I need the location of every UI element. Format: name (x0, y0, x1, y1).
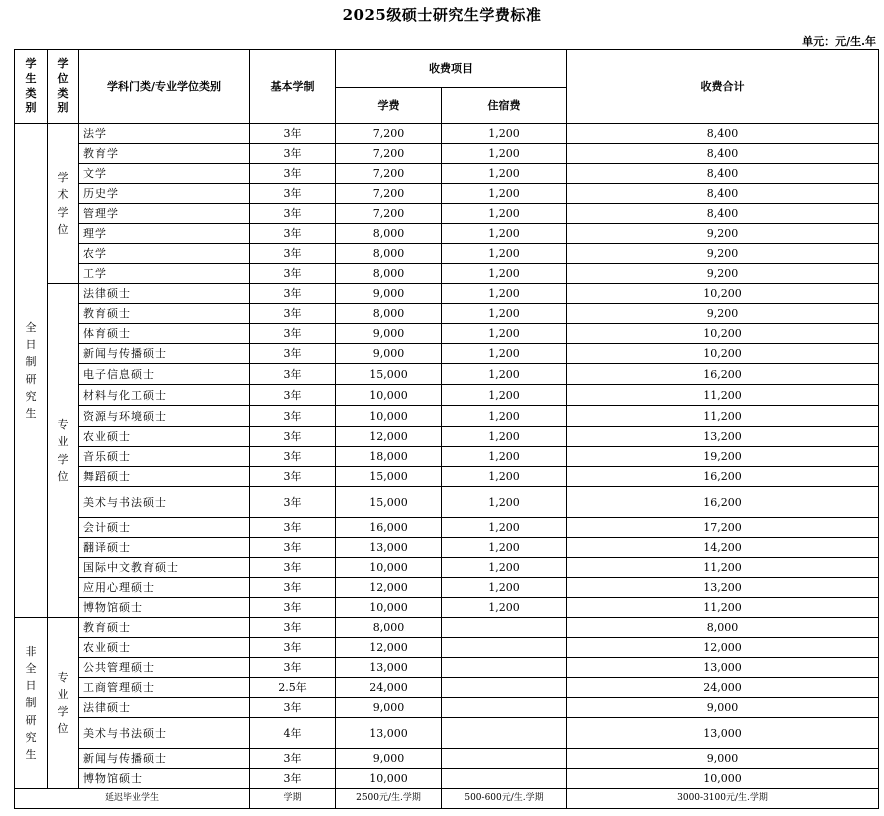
total-cell: 8,400 (567, 124, 879, 144)
footer-label: 延迟毕业学生 (15, 789, 250, 809)
total-cell: 8,400 (567, 204, 879, 224)
subject-cell: 电子信息硕士 (79, 364, 250, 385)
subject-cell: 教育学 (79, 144, 250, 164)
subject-cell: 美术与书法硕士 (79, 718, 250, 749)
tuition-cell: 7,200 (336, 124, 442, 144)
duration-cell: 3年 (250, 164, 336, 184)
total-cell: 17,200 (567, 518, 879, 538)
duration-cell: 3年 (250, 578, 336, 598)
group-part-time: 非全日制研究生 (15, 618, 48, 789)
duration-cell: 3年 (250, 184, 336, 204)
total-cell: 19,200 (567, 447, 879, 467)
subject-cell: 美术与书法硕士 (79, 487, 250, 518)
tuition-cell: 7,200 (336, 144, 442, 164)
header-fee-items: 收费项目 (336, 50, 567, 88)
accommodation-cell (442, 718, 567, 749)
total-cell: 11,200 (567, 385, 879, 406)
table-row (15, 558, 879, 578)
table-row (15, 718, 879, 749)
subject-cell: 翻译硕士 (79, 538, 250, 558)
table-row (15, 638, 879, 658)
accommodation-cell: 1,200 (442, 558, 567, 578)
footer-row (15, 789, 879, 809)
accommodation-cell (442, 638, 567, 658)
header-accommodation: 住宿费 (442, 88, 567, 124)
table-row (15, 184, 879, 204)
total-cell: 8,400 (567, 164, 879, 184)
table-row (15, 518, 879, 538)
duration-cell: 3年 (250, 244, 336, 264)
tuition-cell: 24,000 (336, 678, 442, 698)
header-subject: 学科门类/专业学位类别 (79, 50, 250, 124)
accommodation-cell: 1,200 (442, 224, 567, 244)
subject-cell: 会计硕士 (79, 518, 250, 538)
duration-cell: 3年 (250, 598, 336, 618)
total-cell: 8,400 (567, 184, 879, 204)
tuition-cell: 8,000 (336, 224, 442, 244)
table-row (15, 304, 879, 324)
duration-cell: 4年 (250, 718, 336, 749)
tuition-cell: 9,000 (336, 324, 442, 344)
duration-cell: 3年 (250, 427, 336, 447)
subject-cell: 应用心理硕士 (79, 578, 250, 598)
tuition-cell: 8,000 (336, 618, 442, 638)
accommodation-cell: 1,200 (442, 264, 567, 284)
tuition-cell: 10,000 (336, 385, 442, 406)
tuition-cell: 7,200 (336, 184, 442, 204)
subject-cell: 博物馆硕士 (79, 769, 250, 789)
group-professional: 专业学位 (48, 284, 79, 618)
tuition-cell: 12,000 (336, 427, 442, 447)
accommodation-cell: 1,200 (442, 144, 567, 164)
duration-cell: 3年 (250, 618, 336, 638)
total-cell: 14,200 (567, 538, 879, 558)
fee-table (14, 49, 879, 809)
table-row (15, 164, 879, 184)
accommodation-cell: 1,200 (442, 427, 567, 447)
table-row (15, 598, 879, 618)
table-row (15, 124, 879, 144)
subject-cell: 体育硕士 (79, 324, 250, 344)
total-cell: 16,200 (567, 364, 879, 385)
table-row (15, 678, 879, 698)
total-cell: 10,200 (567, 344, 879, 364)
total-cell: 11,200 (567, 406, 879, 427)
tuition-cell: 10,000 (336, 769, 442, 789)
duration-cell: 3年 (250, 467, 336, 487)
tuition-cell: 13,000 (336, 658, 442, 678)
group-full-time: 全日制研究生 (15, 124, 48, 618)
duration-cell: 3年 (250, 538, 336, 558)
accommodation-cell: 1,200 (442, 124, 567, 144)
tuition-cell: 9,000 (336, 284, 442, 304)
accommodation-cell (442, 678, 567, 698)
header-row (15, 50, 879, 88)
footer-duration: 学期 (250, 789, 336, 809)
subject-cell: 工商管理硕士 (79, 678, 250, 698)
tuition-cell: 9,000 (336, 698, 442, 718)
table-row (15, 769, 879, 789)
subject-cell: 法学 (79, 124, 250, 144)
total-cell: 13,000 (567, 718, 879, 749)
subject-cell: 博物馆硕士 (79, 598, 250, 618)
duration-cell: 3年 (250, 324, 336, 344)
accommodation-cell: 1,200 (442, 284, 567, 304)
duration-cell: 3年 (250, 698, 336, 718)
accommodation-cell: 1,200 (442, 578, 567, 598)
accommodation-cell: 1,200 (442, 487, 567, 518)
accommodation-cell: 1,200 (442, 304, 567, 324)
total-cell: 16,200 (567, 487, 879, 518)
duration-cell: 3年 (250, 658, 336, 678)
accommodation-cell: 1,200 (442, 385, 567, 406)
accommodation-cell: 1,200 (442, 406, 567, 427)
total-cell: 8,400 (567, 144, 879, 164)
subject-cell: 工学 (79, 264, 250, 284)
accommodation-cell: 1,200 (442, 164, 567, 184)
table-row (15, 618, 879, 638)
duration-cell: 3年 (250, 304, 336, 324)
tuition-cell: 12,000 (336, 578, 442, 598)
accommodation-cell: 1,200 (442, 344, 567, 364)
tuition-cell: 10,000 (336, 558, 442, 578)
table-row (15, 264, 879, 284)
accommodation-cell (442, 658, 567, 678)
subject-cell: 新闻与传播硕士 (79, 344, 250, 364)
subject-cell: 理学 (79, 224, 250, 244)
subject-cell: 历史学 (79, 184, 250, 204)
total-cell: 11,200 (567, 598, 879, 618)
total-cell: 12,000 (567, 638, 879, 658)
table-row (15, 406, 879, 427)
table-row (15, 749, 879, 769)
subject-cell: 资源与环境硕士 (79, 406, 250, 427)
table-row (15, 204, 879, 224)
duration-cell: 3年 (250, 264, 336, 284)
tuition-cell: 8,000 (336, 304, 442, 324)
duration-cell: 3年 (250, 487, 336, 518)
accommodation-cell: 1,200 (442, 204, 567, 224)
total-cell: 16,200 (567, 467, 879, 487)
header-student-type: 学生类别 (15, 50, 48, 124)
total-cell: 13,200 (567, 578, 879, 598)
duration-cell: 3年 (250, 204, 336, 224)
table-row (15, 324, 879, 344)
table-row (15, 658, 879, 678)
subject-cell: 农业硕士 (79, 638, 250, 658)
total-cell: 10,000 (567, 769, 879, 789)
tuition-cell: 10,000 (336, 598, 442, 618)
unit-note: 单元：元/生.年 (802, 35, 876, 48)
subject-cell: 材料与化工硕士 (79, 385, 250, 406)
subject-cell: 法律硕士 (79, 698, 250, 718)
tuition-cell: 7,200 (336, 164, 442, 184)
accommodation-cell: 1,200 (442, 447, 567, 467)
duration-cell: 3年 (250, 769, 336, 789)
table-row (15, 487, 879, 518)
footer-tuition: 2500元/生.学期 (336, 789, 442, 809)
table-row (15, 364, 879, 385)
table-row (15, 385, 879, 406)
accommodation-cell: 1,200 (442, 598, 567, 618)
total-cell: 10,200 (567, 284, 879, 304)
tuition-cell: 15,000 (336, 487, 442, 518)
subject-cell: 法律硕士 (79, 284, 250, 304)
tuition-cell: 16,000 (336, 518, 442, 538)
footer-accommodation: 500-600元/生.学期 (442, 789, 567, 809)
group-professional-part-time: 专业学位 (48, 618, 79, 789)
accommodation-cell (442, 618, 567, 638)
tuition-cell: 15,000 (336, 364, 442, 385)
tuition-cell: 12,000 (336, 638, 442, 658)
tuition-cell: 13,000 (336, 718, 442, 749)
total-cell: 9,200 (567, 224, 879, 244)
duration-cell: 3年 (250, 144, 336, 164)
subject-cell: 农学 (79, 244, 250, 264)
subject-cell: 舞蹈硕士 (79, 467, 250, 487)
subject-cell: 音乐硕士 (79, 447, 250, 467)
total-cell: 10,200 (567, 324, 879, 344)
duration-cell: 3年 (250, 385, 336, 406)
tuition-cell: 13,000 (336, 538, 442, 558)
table-row (15, 447, 879, 467)
duration-cell: 3年 (250, 558, 336, 578)
subject-cell: 教育硕士 (79, 304, 250, 324)
table-row (15, 467, 879, 487)
total-cell: 13,000 (567, 658, 879, 678)
duration-cell: 3年 (250, 749, 336, 769)
table-row (15, 284, 879, 304)
total-cell: 9,000 (567, 698, 879, 718)
duration-cell: 3年 (250, 518, 336, 538)
table-row (15, 698, 879, 718)
total-cell: 9,200 (567, 304, 879, 324)
subject-cell: 文学 (79, 164, 250, 184)
header-tuition: 学费 (336, 88, 442, 124)
table-row (15, 224, 879, 244)
accommodation-cell (442, 749, 567, 769)
total-cell: 9,200 (567, 264, 879, 284)
accommodation-cell: 1,200 (442, 518, 567, 538)
total-cell: 8,000 (567, 618, 879, 638)
accommodation-cell: 1,200 (442, 538, 567, 558)
subject-cell: 教育硕士 (79, 618, 250, 638)
table-row (15, 427, 879, 447)
tuition-cell: 15,000 (336, 467, 442, 487)
accommodation-cell: 1,200 (442, 184, 567, 204)
accommodation-cell: 1,200 (442, 324, 567, 344)
tuition-cell: 18,000 (336, 447, 442, 467)
header-degree-type: 学位类别 (48, 50, 79, 124)
subject-cell: 农业硕士 (79, 427, 250, 447)
duration-cell: 3年 (250, 638, 336, 658)
subject-cell: 公共管理硕士 (79, 658, 250, 678)
table-row (15, 344, 879, 364)
total-cell: 9,000 (567, 749, 879, 769)
header-duration: 基本学制 (250, 50, 336, 124)
accommodation-cell: 1,200 (442, 364, 567, 385)
duration-cell: 3年 (250, 364, 336, 385)
page-title: 2025级硕士研究生学费标准 (342, 6, 542, 24)
total-cell: 24,000 (567, 678, 879, 698)
table-row (15, 244, 879, 264)
tuition-cell: 9,000 (336, 344, 442, 364)
group-academic: 学术学位 (48, 124, 79, 284)
tuition-cell: 7,200 (336, 204, 442, 224)
accommodation-cell (442, 769, 567, 789)
duration-cell: 3年 (250, 224, 336, 244)
duration-cell: 3年 (250, 406, 336, 427)
subject-cell: 管理学 (79, 204, 250, 224)
duration-cell: 3年 (250, 124, 336, 144)
total-cell: 13,200 (567, 427, 879, 447)
footer-total: 3000-3100元/生.学期 (567, 789, 879, 809)
tuition-cell: 8,000 (336, 264, 442, 284)
total-cell: 11,200 (567, 558, 879, 578)
accommodation-cell: 1,200 (442, 244, 567, 264)
accommodation-cell (442, 698, 567, 718)
tuition-cell: 9,000 (336, 749, 442, 769)
duration-cell: 3年 (250, 447, 336, 467)
subject-cell: 新闻与传播硕士 (79, 749, 250, 769)
tuition-cell: 10,000 (336, 406, 442, 427)
table-row (15, 578, 879, 598)
table-row (15, 144, 879, 164)
subject-cell: 国际中文教育硕士 (79, 558, 250, 578)
total-cell: 9,200 (567, 244, 879, 264)
header-total: 收费合计 (567, 50, 879, 124)
duration-cell: 3年 (250, 284, 336, 304)
accommodation-cell: 1,200 (442, 467, 567, 487)
duration-cell: 3年 (250, 344, 336, 364)
tuition-cell: 8,000 (336, 244, 442, 264)
table-row (15, 538, 879, 558)
duration-cell: 2.5年 (250, 678, 336, 698)
